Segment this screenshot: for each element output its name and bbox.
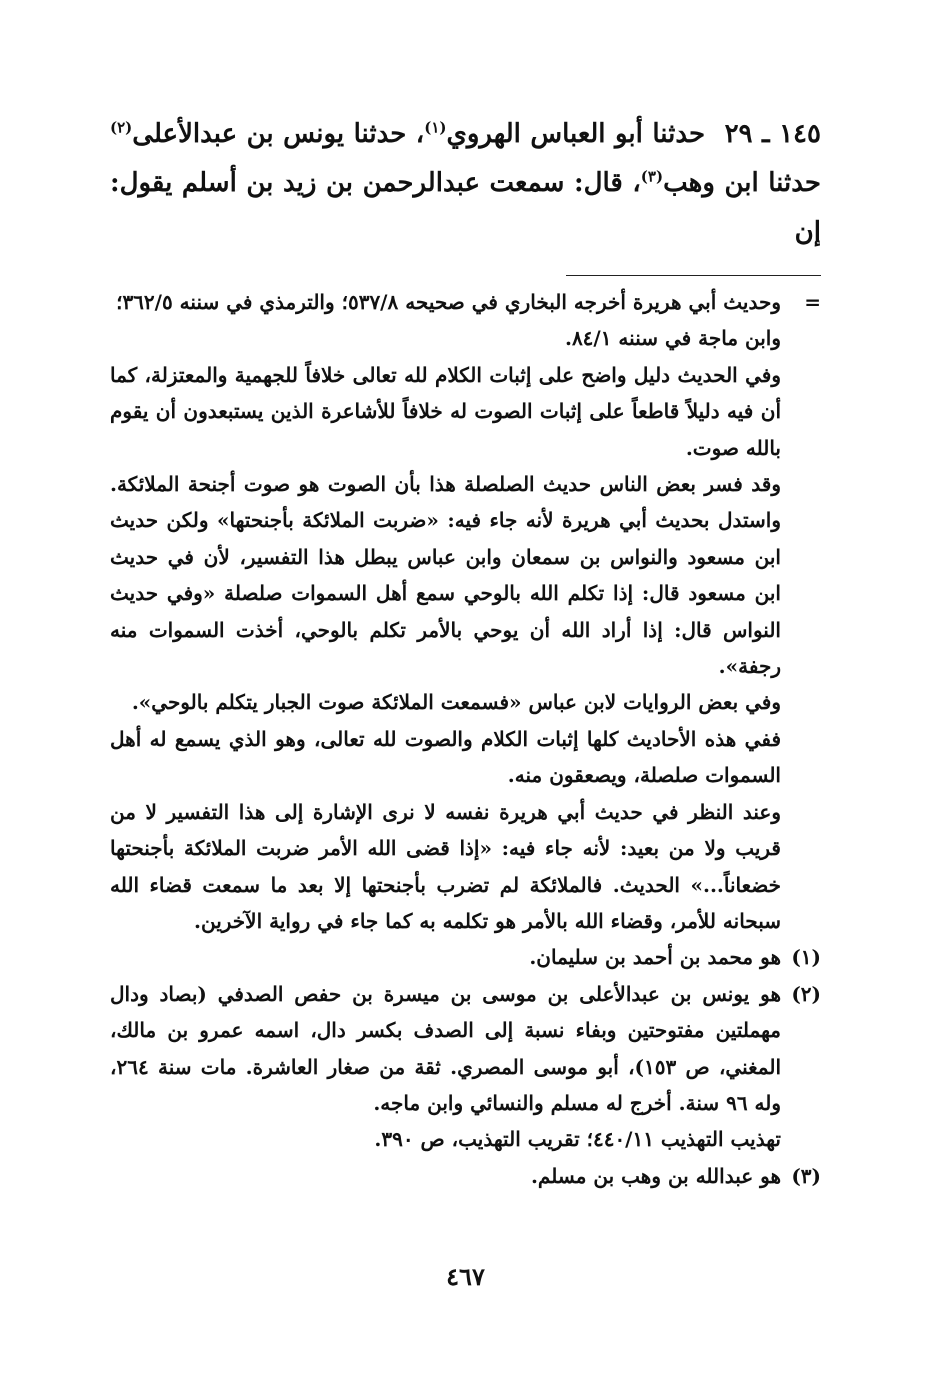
hadith-line1-part2: ، حدثنا يونس بن عبدالأعلى: [132, 119, 425, 149]
footnote-ref-1[interactable]: (١): [424, 118, 447, 137]
book-page: [110, 110, 821, 1194]
footnote-number: (١): [791, 945, 821, 970]
note-paragraph: وفي الحديث دليل واضح على إثبات الكلام لله تعالى خلافاً للجهمية والمعتزلة، كما أن فيه دليلاً قاطعاً على إثبات الصوت له خلافاً للأشاعرة الذين يستبعدون أن يقوم بالله صوت.: [110, 362, 781, 460]
footnote-source: تهذيب التهذيب ٤٤٠/١١؛ تقريب التهذيب، ص ٣٩٠.: [374, 1127, 781, 1152]
continued-note-text: وحديث أبي هريرة أخرجه البخاري في صحيحه ٥٣٧/٨؛ والترمذي في سننه ٣٦٢/٥؛ وابن ماجة في سننه ٨٤/١.: [116, 290, 781, 351]
note-paragraph: ففي هذه الأحاديث كلها إثبات الكلام والصوت لله تعالى، وهو الذي يسمع له أهل السموات صلصلة، ويصعقون منه.: [110, 726, 781, 788]
footnote-1: [110, 939, 821, 975]
footnote-separator: [566, 275, 821, 276]
note-paragraph: وقد فسر بعض الناس حديث الصلصلة هذا بأن الصوت هو صوت أجنحة الملائكة. واستدل بحديث أبي هريرة لأنه جاء فيه: «ضربت الملائكة بأجنحتها» ولكن حديث ابن مسعود والنواس بن سمعان وابن عباس يبطل هذا التفسير، لأن في حديث ابن مسعود قال: إذا تكلم الله بالوحي سمع أهل السموات صلصلة «وفي حديث النواس قال: إذا أراد الله أن يوحي بالأمر تكلم بالوحي، أخذت السموات منه رجفة».: [110, 472, 781, 679]
continued-note: [110, 284, 821, 357]
footnote-text: هو عبدالله بن وهب بن مسلم.: [530, 1163, 781, 1188]
note-paragraph: وعند النظر في حديث أبي هريرة نفسه لا نرى الإشارة إلى هذا التفسير لا من قريب ولا من بعيد: لأنه جاء فيه: «إذا قضى الله الأمر ضربت الملائكة بأجنحتها خضعاناً...» الحديث. فالملائكة لم تضرب بأجنحتها إلا بعد ما سمعت قضاء الله سبحانه للأمر، وقضاء الله بالأمر هو تكلمه به كما جاء في رواية الآخرين.: [110, 799, 781, 933]
footnote-3: [110, 1158, 821, 1194]
footnotes-section: [110, 284, 821, 1194]
hadith-number: ١٤٥ ـ ٢٩: [724, 119, 821, 149]
hadith-line2-part1: حدثنا ابن وهب: [663, 168, 821, 198]
footnote-number: (٣): [791, 1163, 821, 1188]
footnote-text: هو يونس بن عبدالأعلى بن موسى بن ميسرة بن حفص الصدفي (بصاد ودال مهملتين مفتوحتين وبفاء نسبة إلى الصدف بكسر دال، اسمه عمرو بن مالك، المغني، ص ١٥٣)، أبو موسى المصري. ثقة من صغار العاشرة. مات سنة ٢٦٤، وله ٩٦ سنة. أخرج له مسلم والنسائي وابن ماجه.: [110, 981, 781, 1115]
page-number: ٤٦٧: [446, 1262, 485, 1291]
footnote-number: (٢): [791, 981, 821, 1006]
continuation-mark: =: [804, 290, 821, 314]
hadith-text: [110, 110, 821, 257]
footnote-text: هو محمد بن أحمد بن سليمان.: [529, 945, 781, 970]
hadith-line2-part2: ، قال: سمعت عبدالرحمن بن زيد بن أسلم يقول: إن: [110, 168, 821, 247]
footnote-ref-3[interactable]: (٣): [640, 167, 664, 186]
note-paragraph: وفي بعض الروايات لابن عباس «فسمعت الملائكة صوت الجبار يتكلم بالوحي».: [131, 690, 781, 715]
hadith-line1-part1: حدثنا أبو العباس الهروي: [446, 119, 706, 149]
footnote-ref-2[interactable]: (٢): [110, 118, 133, 137]
footnote-2: [110, 976, 821, 1158]
